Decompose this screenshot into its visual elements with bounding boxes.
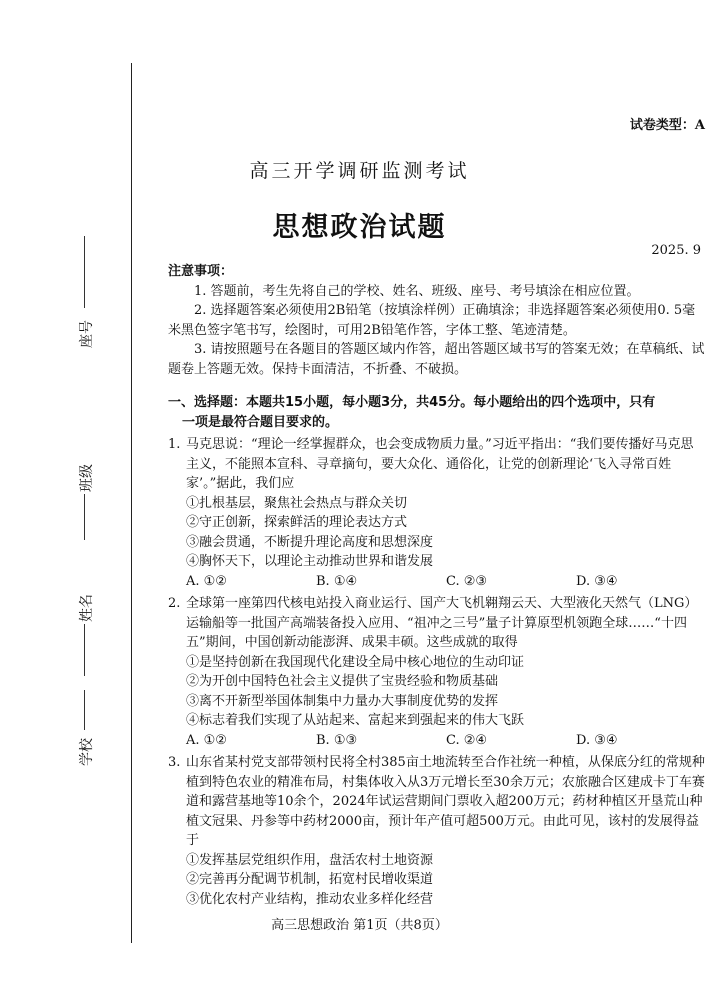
name-label: 姓名 xyxy=(79,594,95,622)
class-label: 班级 xyxy=(79,464,95,492)
notice-item: 1. 答题前，考生先将自己的学校、姓名、班级、座号、考号填涂在相应位置。 xyxy=(194,283,640,299)
choice-a: A. ①② xyxy=(186,573,227,589)
statement-option: ④胸怀天下，以理论主动推动世界和谐发展 xyxy=(186,554,434,569)
name-blank xyxy=(84,624,85,676)
question-stem: 全球第一座第四代核电站投入商业运行、国产大飞机翱翔云天、大型液化天然气（LNG）运输船等一批国产高端装备投入应用、“祖冲之三号”量子计算原型机领跑全球……“十四五”期间，中国创新动能澎湃、成果丰硕。这些成就的取得 xyxy=(186,596,698,650)
question-1 xyxy=(168,435,706,591)
statement-option: ③融会贯通，不断提升理论高度和思想深度 xyxy=(186,534,434,550)
section-heading xyxy=(168,393,706,432)
choice-d: D. ③④ xyxy=(576,732,618,748)
statement-option: ①是坚持创新在我国现代化建设全局中核心地位的生动印证 xyxy=(186,654,525,670)
school-field xyxy=(72,690,98,810)
choice-d: D. ③④ xyxy=(576,573,618,589)
statement-option: ①扎根基层，聚焦社会热点与群众关切 xyxy=(186,495,408,511)
choice-c: C. ②③ xyxy=(446,573,488,589)
subject-title: 思想政治试题 xyxy=(272,212,447,243)
statement-option: ②完善再分配调节机制，拓宽村民增收渠道 xyxy=(186,872,434,887)
statement-option: ④标志着我们实现了从站起来、富起来到强起来的伟大飞跃 xyxy=(186,713,525,728)
choice-b: B. ①③ xyxy=(316,732,358,748)
question-stem: 山东省某村党支部带领村民将全村385亩土地流转至合作社统一种植，从保底分红的常规种植到特色农业的精准布局，村集体收入从3万元增长至30余万元；农旅融合区建成卡丁车赛道和露营基地等10余个，2024年试运营期间门票收入超200万元；药材种植区开垦荒山种植文冠果、丹参等中药材2000亩，预计年产值可超500万元。由此可见，该村的发展得益于 xyxy=(186,755,705,848)
statement-option: ③优化农村产业结构，推动农业多样化经营 xyxy=(186,891,434,907)
question-stem: 马克思说：“理论一经掌握群众，也会变成物质力量。”习近平指出：“我们要传播好马克思主义，不能照本宣科、寻章摘句，要大众化、通俗化，让党的创新理论‘飞入寻常百姓家’。”据此，我们应 xyxy=(186,437,694,491)
answer-choices xyxy=(168,731,706,751)
question-number: 2. xyxy=(168,596,181,611)
binding-margin-line xyxy=(131,63,132,943)
question-number: 3. xyxy=(168,755,181,770)
section-heading-line: 一、选择题：本题共15小题，每小题3分，共45分。每小题给出的四个选项中，只有 xyxy=(168,395,656,410)
exam-name: 高三开学调研监测考试 xyxy=(249,160,470,182)
seat-number-blank xyxy=(84,236,85,308)
statement-option: ①发挥基层党组织作用，盘活农村土地资源 xyxy=(186,852,434,868)
class-field xyxy=(72,410,98,530)
paper-type: 试卷类型：A xyxy=(629,118,705,133)
choice-b: B. ①④ xyxy=(316,573,358,589)
question-2 xyxy=(168,594,706,750)
question-number: 1. xyxy=(168,437,181,452)
section-heading-line: 一项是最符合题目要求的。 xyxy=(182,414,339,430)
seat-number-field xyxy=(72,236,98,356)
exam-date: 2025. 9 xyxy=(651,243,701,258)
school-label: 学校 xyxy=(79,738,95,766)
notice-item: 2. 选择题答案必须使用2B铅笔（按填涂样例）正确填涂；非选择题答案必须使用0. 5毫米黑色签字笔书写，绘图时，可用2B铅笔作答，字体工整、笔迹清楚。 xyxy=(168,303,696,338)
choice-a: A. ①② xyxy=(186,732,227,748)
choice-c: C. ②④ xyxy=(446,732,488,748)
statement-option: ③离不开新型举国体制集中力量办大事制度优势的发挥 xyxy=(186,693,499,709)
statement-option: ②守正创新，探索鲜活的理论表达方式 xyxy=(186,515,408,530)
class-blank xyxy=(84,494,85,540)
page-footer: 高三思想政治 第1页（共8页） xyxy=(271,918,448,933)
answer-choices xyxy=(168,572,706,592)
notice-item: 3. 请按照题号在各题目的答题区域内作答，超出答题区域书写的答案无效；在草稿纸、试题卷上答题无效。保持卡面清洁，不折叠、不破损。 xyxy=(168,342,705,377)
name-field xyxy=(72,548,98,668)
statement-option: ②为开创中国特色社会主义提供了宝贵经验和物质基础 xyxy=(186,674,499,689)
seat-number-label: 座号 xyxy=(79,320,95,348)
notice-title: 注意事项： xyxy=(168,264,234,279)
question-3 xyxy=(168,753,706,909)
school-blank xyxy=(84,690,85,730)
exam-content xyxy=(168,262,706,909)
